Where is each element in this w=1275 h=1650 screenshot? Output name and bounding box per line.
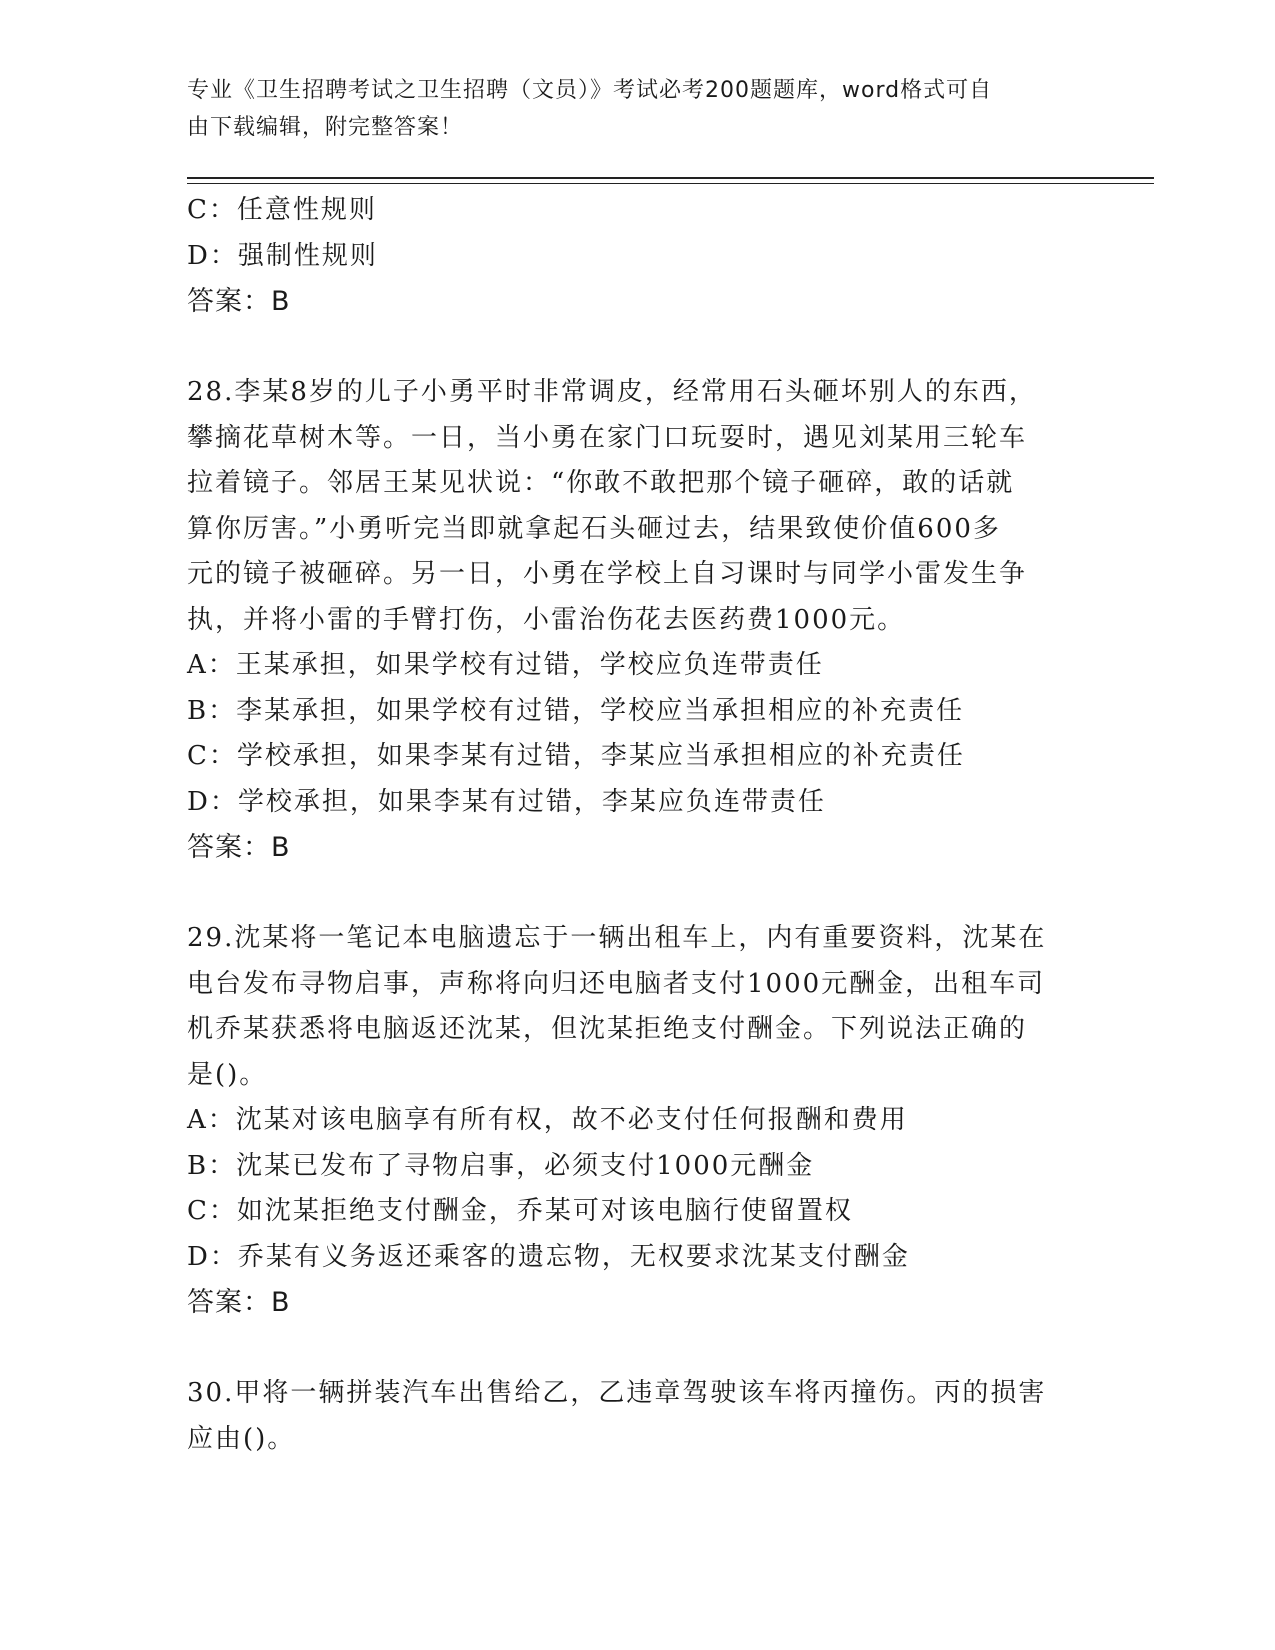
- question-stem-line: 28.李某8岁的儿子小勇平时非常调皮，经常用石头砸坏别人的东西，: [187, 377, 1037, 407]
- option-c: C：如沈某拒绝支付酬金，乔某可对该电脑行使留置权: [187, 1196, 853, 1226]
- question-stem-line: 应由()。: [187, 1423, 296, 1454]
- page-header: [187, 72, 1067, 146]
- question-stem-line: 电台发布寻物启事，声称将向归还电脑者支付1000元酬金，出租车司: [187, 968, 1046, 999]
- spacer: [187, 325, 1087, 371]
- question-stem-line: 是()。: [187, 1059, 268, 1090]
- question-stem-line: 30.甲将一辆拼装汽车出售给乙，乙违章驾驶该车将丙撞伤。丙的损害: [187, 1378, 1047, 1408]
- answer-line: 答案：B: [187, 832, 291, 863]
- question-29: [187, 916, 1087, 1326]
- spacer: [187, 1326, 1087, 1372]
- question-stem-line: 攀摘花草树木等。一日，当小勇在家门口玩耍时，遇见刘某用三轮车: [187, 422, 1028, 453]
- question-30: [187, 1371, 1087, 1462]
- document-body: [187, 188, 1087, 1462]
- header-divider-thick: [187, 177, 1154, 179]
- question-28: [187, 370, 1087, 871]
- answer-line: 答案：B: [187, 286, 291, 317]
- option-d: D：乔某有义务返还乘客的遗忘物，无权要求沈某支付酬金: [187, 1241, 910, 1272]
- option-c: C：学校承担，如果李某有过错，李某应当承担相应的补充责任: [187, 741, 965, 771]
- option-d: D：强制性规则: [187, 240, 378, 271]
- question-27-tail: [187, 188, 1087, 325]
- question-stem-line: 机乔某获悉将电脑返还沈某，但沈某拒绝支付酬金。下列说法正确的: [187, 1014, 1028, 1044]
- option-b: B：沈某已发布了寻物启事，必须支付1000元酬金: [187, 1150, 815, 1181]
- option-c: C：任意性规则: [187, 195, 377, 225]
- question-stem-line: 29.沈某将一笔记本电脑遗忘于一辆出租车上，内有重要资料，沈某在: [187, 923, 1047, 953]
- option-b: B：李某承担，如果学校有过错，学校应当承担相应的补充责任: [187, 695, 965, 726]
- option-a: A：王某承担，如果学校有过错，学校应负连带责任: [187, 650, 824, 680]
- spacer: [187, 871, 1087, 917]
- question-stem-line: 算你厉害。”小勇听完当即就拿起石头砸过去，结果致使价值600多: [187, 513, 1001, 544]
- answer-line: 答案：B: [187, 1287, 291, 1318]
- option-d: D：学校承担，如果李某有过错，李某应负连带责任: [187, 786, 826, 817]
- option-a: A：沈某对该电脑享有所有权，故不必支付任何报酬和费用: [187, 1105, 908, 1135]
- question-stem-line: 执，并将小雷的手臂打伤，小雷治伤花去医药费1000元。: [187, 604, 906, 635]
- header-line-1: 专业《卫生招聘考试之卫生招聘（文员）》考试必考200题题库，word格式可自: [187, 78, 993, 103]
- header-divider-thin: [187, 183, 1154, 184]
- header-line-2: 由下载编辑，附完整答案！: [187, 115, 464, 140]
- question-stem-line: 元的镜子被砸碎。另一日，小勇在学校上自习课时与同学小雷发生争: [187, 559, 1028, 589]
- question-stem-line: 拉着镜子。邻居王某见状说：“你敢不敢把那个镜子砸碎，敢的话就: [187, 468, 1015, 498]
